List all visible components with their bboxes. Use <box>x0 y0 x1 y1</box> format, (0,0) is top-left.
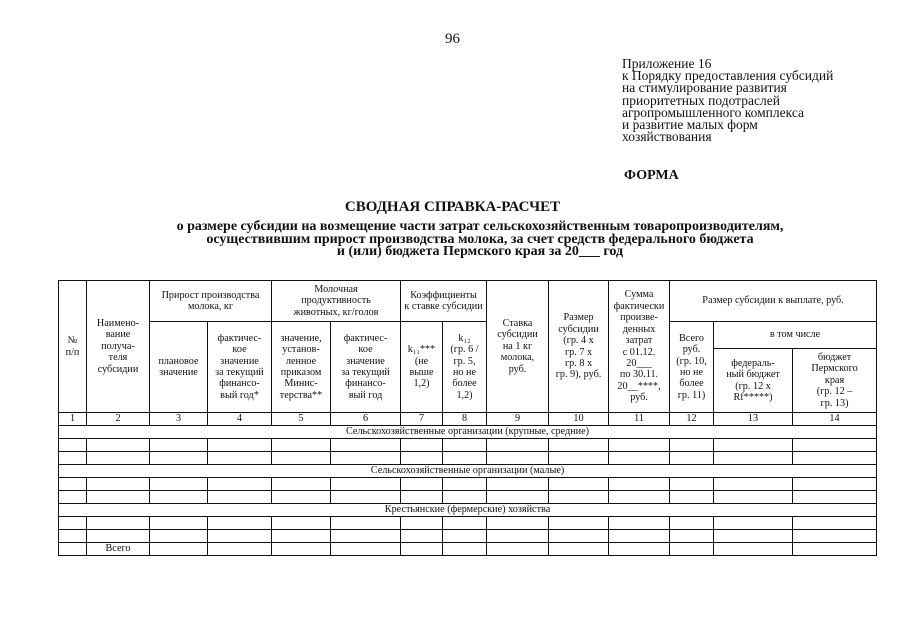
column-number: 12 <box>670 413 714 426</box>
column-number: 1 <box>59 413 87 426</box>
column-number: 13 <box>714 413 793 426</box>
header-coef-k12: k₁₂ (гр. 6 / гр. 5, но не более 1,2) <box>443 322 487 413</box>
appendix-line: приоритетных подотраслей <box>622 92 780 108</box>
header-coef-k11: k₁₁*** (не выше 1,2) <box>401 322 443 413</box>
header-productivity: Молочная продуктивность животных, кг/голов <box>272 281 401 322</box>
subtitle-line: о размере субсидии на возмещение части затрат сельскохозяйственным товаропроизводителям, <box>176 219 784 234</box>
column-number: 5 <box>272 413 331 426</box>
appendix-block <box>622 58 833 143</box>
column-number: 10 <box>549 413 609 426</box>
appendix-line: и развитие малых форм <box>622 117 758 133</box>
header-payout-total: Всего руб. (гр. 10, но не более гр. 11) <box>670 322 714 413</box>
form-label: ФОРМА <box>624 168 679 183</box>
column-number: 3 <box>150 413 208 426</box>
header-milk-growth: Прирост производства молока, кг <box>150 281 272 322</box>
table-row <box>59 478 877 491</box>
section-farms: Крестьянские (фермерские) хозяйства <box>59 504 877 517</box>
column-number: 7 <box>401 413 443 426</box>
header-productivity-set: значение, установ- ленное приказом Минис- терства** <box>272 322 331 413</box>
header-number: № п/п <box>59 281 87 413</box>
table-row <box>59 517 877 530</box>
header-rate: Ставка субсидии на 1 кг молока, руб. <box>487 281 549 413</box>
table-row <box>59 530 877 543</box>
appendix-line: агропромышленного комплекса <box>622 104 804 120</box>
column-number: 2 <box>87 413 150 426</box>
column-number: 11 <box>609 413 670 426</box>
header-payout-regional: бюджет Пермского края (гр. 12 – гр. 13) <box>793 349 877 413</box>
appendix-line: Приложение 16 <box>622 56 712 71</box>
header-productivity-fact: фактичес- кое значение за текущий финансо- вый год <box>331 322 401 413</box>
column-number: 8 <box>443 413 487 426</box>
subtitle-line: осуществившим прирост производства молока, за счет средств федерального бюджета <box>206 231 754 247</box>
section-small-organizations: Сельскохозяйственные организации (малые) <box>59 465 877 478</box>
appendix-line: к Порядку предоставления субсидий <box>622 68 834 84</box>
page-number: 96 <box>445 31 460 47</box>
section-large-organizations: Сельскохозяйственные организации (крупные, средние) <box>59 426 877 439</box>
header-coefficients: Коэффициенты к ставке субсидии <box>401 281 487 322</box>
header-payout-federal: федераль- ный бюджет (гр. 12 х Rf*****) <box>714 349 793 413</box>
header-growth-plan: плановое значение <box>150 322 208 413</box>
column-number: 6 <box>331 413 401 426</box>
header-subsidy-size: Размер субсидии (гр. 4 х гр. 7 х гр. 8 х гр. 9), руб. <box>549 281 609 413</box>
document-title: СВОДНАЯ СПРАВКА-РАСЧЕТ <box>344 199 561 215</box>
column-number: 14 <box>793 413 877 426</box>
subtitle-line: и (или) бюджета Пермского края за 20___ год <box>336 244 624 259</box>
table-row <box>59 439 877 452</box>
total-row <box>59 543 877 556</box>
column-number: 4 <box>208 413 272 426</box>
calculation-table <box>58 280 877 556</box>
document-subtitle <box>80 221 880 259</box>
appendix-line: хозяйствования <box>622 129 712 145</box>
header-payout-including: в том числе <box>714 322 877 349</box>
header-recipient-name: Наимено- вание получа- теля субсидии <box>87 281 150 413</box>
total-label: Всего <box>87 543 150 556</box>
header-growth-fact: фактичес- кое значение за текущий финансо- вый год* <box>208 322 272 413</box>
appendix-line: на стимулирование развития <box>622 80 787 96</box>
table-row <box>59 452 877 465</box>
column-number: 9 <box>487 413 549 426</box>
header-actual-costs: Сумма фактически произве- денных затрат с 01.12. 20___ по 30.11. 20__****, руб. <box>609 281 670 413</box>
table-row <box>59 491 877 504</box>
header-payout: Размер субсидии к выплате, руб. <box>670 281 877 322</box>
